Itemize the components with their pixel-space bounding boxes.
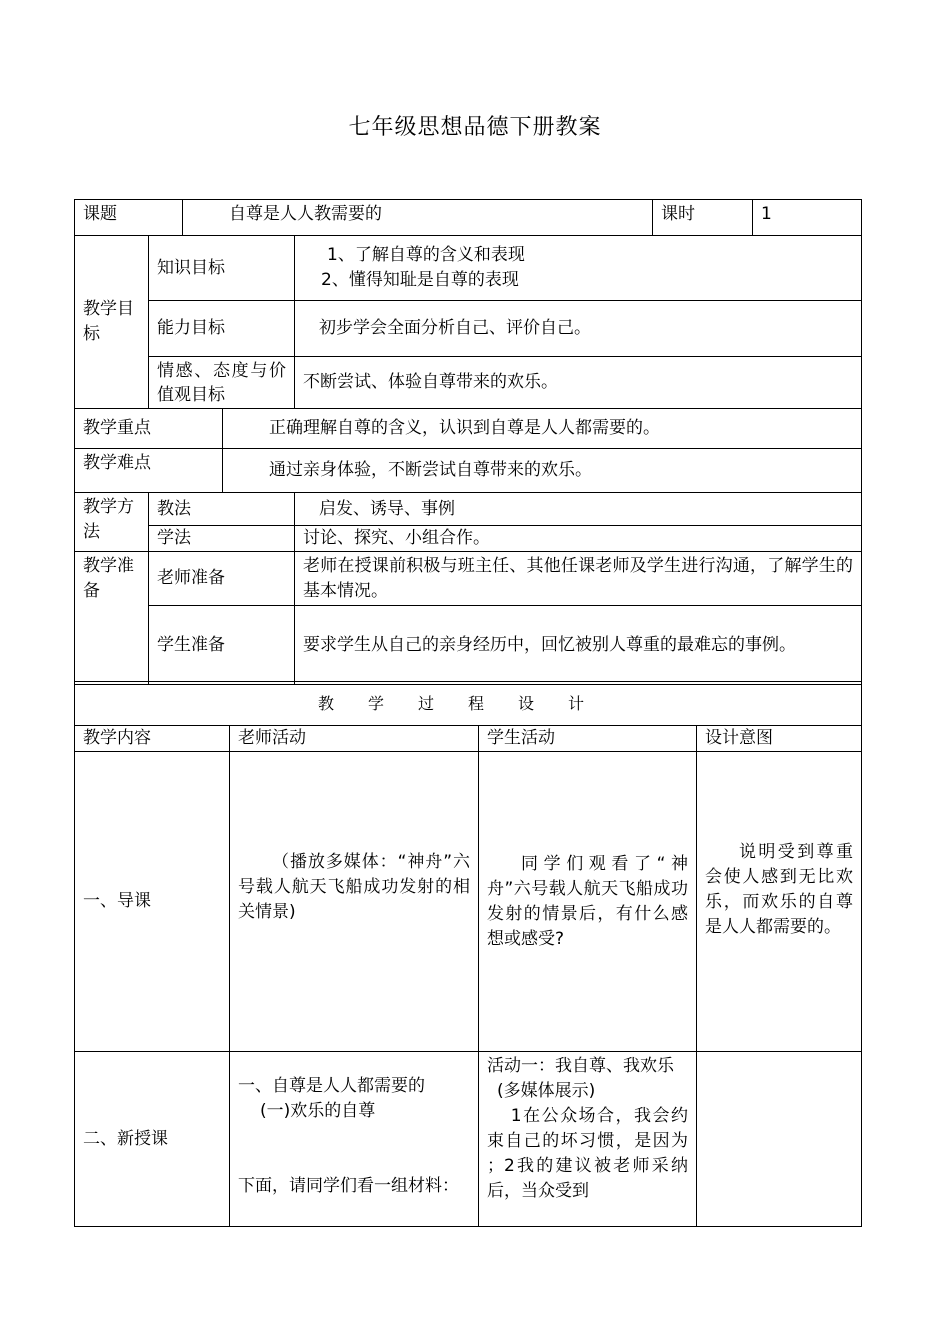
- difficulty-value: 通过亲身体验，不断尝试自尊带来的欢乐。: [223, 449, 862, 493]
- row-2-intent: [697, 1052, 862, 1227]
- header-intent: 设计意图: [697, 726, 862, 752]
- goals-label: 教学目标: [75, 236, 149, 409]
- row-1-intent: 说明受到尊重会使人感到无比欢乐，而欢乐的自尊是人人都需要的。: [697, 752, 862, 1052]
- row-1-teacher: （播放多媒体：“神舟”六号载人航天飞船成功发射的相关情景): [230, 752, 479, 1052]
- header-teacher: 老师活动: [230, 726, 479, 752]
- period-value: 1: [753, 200, 862, 236]
- lesson-info-table: [74, 199, 862, 685]
- knowledge-goal-label: 知识目标: [149, 236, 295, 301]
- learn-method-label: 学法: [149, 526, 295, 552]
- teacher-prep-label: 老师准备: [149, 552, 295, 606]
- difficulty-label: 教学难点: [75, 449, 223, 493]
- row-1-student: 同学们观看了“神舟”六号载人航天飞船成功发射的情景后，有什么感想或感受?: [479, 752, 697, 1052]
- knowledge-goal-items: [295, 236, 862, 301]
- student-prep-label: 学生准备: [149, 606, 295, 685]
- key-point-label: 教学重点: [75, 409, 223, 449]
- process-table: [74, 681, 862, 1227]
- row-2-student: 活动一：我自尊、我欢乐 (多媒体展示) 1在公众场合，我会约束自己的坏习惯，是因为 ；2我的建议被老师采纳后，当众受到: [479, 1052, 697, 1227]
- emotion-goal-label: 情感、态度与价值观目标: [149, 357, 295, 409]
- preparation-label: 教学准备: [75, 552, 149, 685]
- topic-value: 自尊是人人教需要的: [183, 200, 653, 236]
- knowledge-item: 1、了解自尊的含义和表现: [327, 245, 525, 265]
- row-1-content: 一、导课: [75, 752, 230, 1052]
- row-2-teacher: 一、自尊是人人都需要的 (一)欢乐的自尊 下面，请同学们看一组材料：: [230, 1052, 479, 1227]
- teach-method-value: 启发、诱导、事例: [295, 493, 862, 526]
- period-label: 课时: [653, 200, 753, 236]
- row-2-content: 二、新授课: [75, 1052, 230, 1227]
- methods-label: 教学方法: [75, 493, 149, 552]
- teacher-prep-value: 老师在授课前积极与班主任、其他任课老师及学生进行沟通，了解学生的基本情况。: [295, 552, 862, 606]
- header-content: 教学内容: [75, 726, 230, 752]
- teach-method-label: 教法: [149, 493, 295, 526]
- document-title: 七年级思想品德下册教案: [348, 115, 602, 140]
- ability-goal-value: 初步学会全面分析自己、评价自己。: [295, 301, 862, 357]
- header-student: 学生活动: [479, 726, 697, 752]
- process-title: 教学过程设计: [75, 682, 862, 726]
- topic-label: 课题: [75, 200, 183, 236]
- key-point-value: 正确理解自尊的含义，认识到自尊是人人都需要的。: [223, 409, 862, 449]
- student-prep-value: 要求学生从自己的亲身经历中，回忆被别人尊重的最难忘的事例。: [295, 606, 862, 685]
- ability-goal-label: 能力目标: [149, 301, 295, 357]
- emotion-goal-value: 不断尝试、体验自尊带来的欢乐。: [295, 357, 862, 409]
- learn-method-value: 讨论、探究、小组合作。: [295, 526, 862, 552]
- knowledge-item: 2、懂得知耻是自尊的表现: [321, 270, 519, 290]
